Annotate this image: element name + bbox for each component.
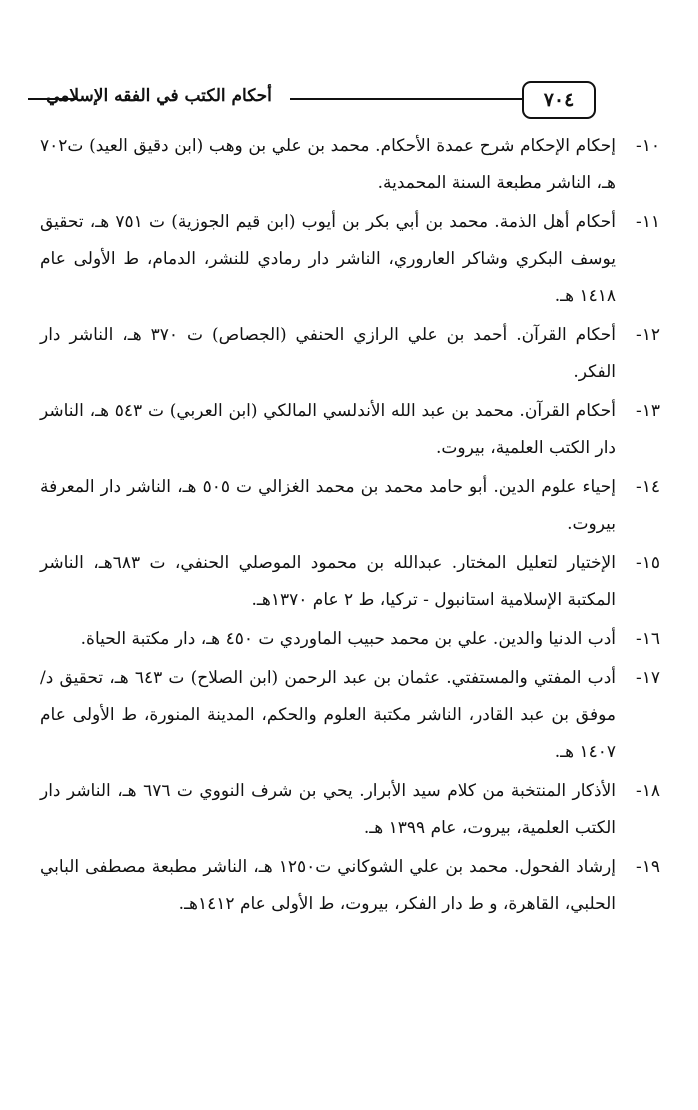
entry-text: أدب الدنيا والدين. علي بن محمد حبيب الماوردي ت ٤٥٠ هـ، دار مكتبة الحياة. [80,629,616,649]
entry-number: ١٨- [635,781,660,801]
entry-number: ١٦- [635,629,660,649]
entry-number: ١٠- [635,136,660,156]
entry-text: إحياء علوم الدين. أبو حامد محمد بن محمد الغزالي ت ٥٠٥ هـ، الناشر دار المعرفة بيروت. [40,477,616,534]
running-header [28,80,670,120]
bibliography-entry [40,128,660,202]
bibliography-entry [40,317,660,391]
header-rule-middle [290,98,522,100]
entry-number: ١٧- [635,668,660,688]
entry-text: الأذكار المنتخبة من كلام سيد الأبرار. يحي بن شرف النووي ت ٦٧٦ هـ، الناشر دار الكتب العلمية، بيروت، عام ١٣٩٩ هـ. [40,781,617,838]
entry-text: أحكام أهل الذمة. محمد بن أبي بكر بن أيوب (ابن قيم الجوزية) ت ٧٥١ هـ، تحقيق يوسف البكري وشاكر العاروري، الناشر دار رمادي للنشر، الدمام، ط الأولى عام ١٤١٨ هـ. [40,212,617,306]
bibliography-entry [40,469,660,543]
entry-number: ١٤- [635,477,660,497]
bibliography-entry [40,660,660,771]
bibliography-entry [40,393,660,467]
bibliography-entry [40,621,660,658]
bibliography-entry [40,773,660,847]
bibliography-list [40,128,660,925]
entry-text: أحكام القرآن. أحمد بن علي الرازي الحنفي (الجصاص) ت ٣٧٠ هـ، الناشر دار الفكر. [40,325,617,382]
entry-number: ١٣- [635,401,660,421]
entry-number: ١١- [635,212,660,232]
bibliography-entry [40,849,660,923]
bibliography-entry [40,545,660,619]
entry-number: ١٢- [635,325,660,345]
entry-text: أحكام القرآن. محمد بن عبد الله الأندلسي المالكي (ابن العربي) ت ٥٤٣ هـ، الناشر دار الكتب العلمية، بيروت. [40,401,617,458]
bibliography-entry [40,204,660,315]
page-number: ٧٠٤ [522,81,596,119]
entry-number: ١٥- [635,553,660,573]
entry-number: ١٩- [635,857,660,877]
entry-text: إحكام الإحكام شرح عمدة الأحكام. محمد بن علي بن وهب (ابن دقيق العيد) ت٧٠٢ هـ، الناشر مطبعة السنة المحمدية. [40,136,616,193]
header-title: أحكام الكتب في الفقه الإسلامي [46,86,272,106]
entry-text: الإختيار لتعليل المختار. عبدالله بن محمود الموصلي الحنفي، ت ٦٨٣هـ، الناشر المكتبة الإسلامية استانبول - تركيا، ط ٢ عام ١٣٧٠هـ. [40,553,616,610]
entry-text: إرشاد الفحول. محمد بن علي الشوكاني ت١٢٥٠ هـ، الناشر مطبعة مصطفى البابي الحلبي، القاهرة، و ط دار الفكر، بيروت، ط الأولى عام ١٤١٢هـ. [40,857,616,914]
entry-text: أدب المفتي والمستفتي. عثمان بن عبد الرحمن (ابن الصلاح) ت ٦٤٣ هـ، تحقيق د/ موفق بن عبد القادر، الناشر مكتبة العلوم والحكم، المدينة المنورة، ط الأولى عام ١٤٠٧ هـ. [40,668,616,762]
